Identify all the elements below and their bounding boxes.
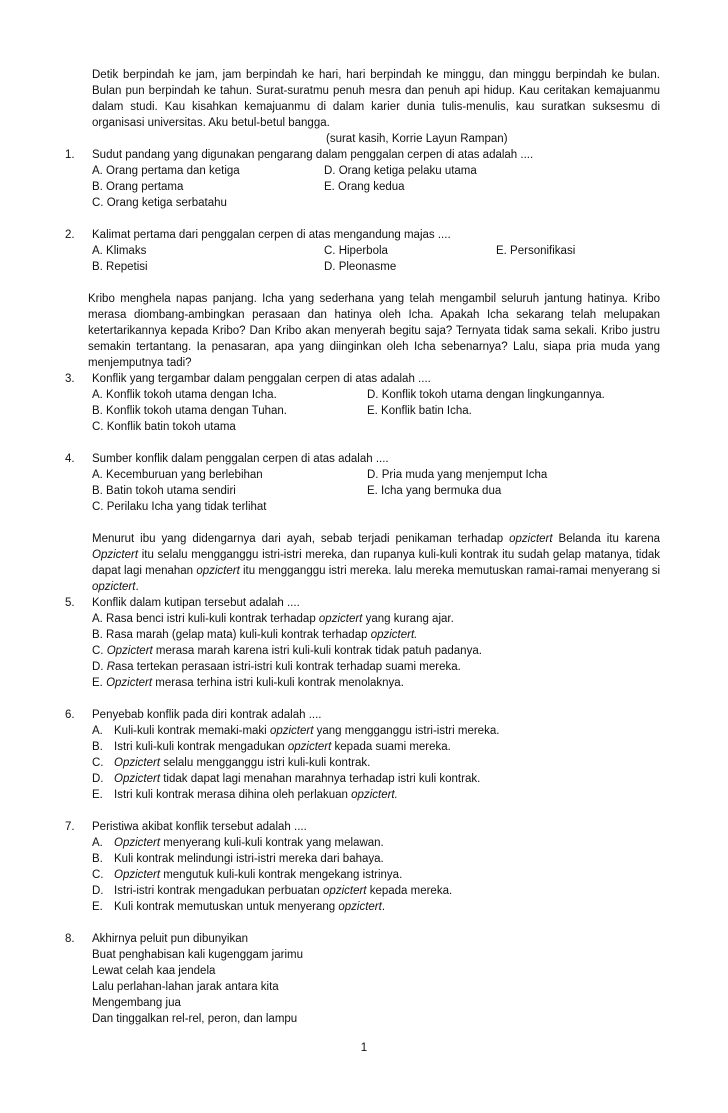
passage-3-text: . bbox=[135, 581, 139, 593]
question-number: 1. bbox=[65, 149, 75, 161]
option-text: C. bbox=[92, 645, 107, 657]
option-d: D. Pria muda yang menjemput Icha bbox=[367, 469, 548, 481]
option-text: merasa marah karena istri kuli-kuli kontrak tidak patuh padanya. bbox=[152, 645, 482, 657]
option-b-label: B. bbox=[92, 853, 103, 865]
option-italic: Opzictert bbox=[114, 837, 161, 849]
question-number: 8. bbox=[65, 933, 75, 945]
option-italic: opzictert bbox=[287, 741, 332, 753]
option-text: selalu mengganggu istri kuli-kuli kontrak. bbox=[160, 757, 371, 769]
option-text: Istri-istri kontrak mengadukan perbuatan bbox=[114, 885, 324, 897]
option-c: C. Perilaku Icha yang tidak terlihat bbox=[92, 501, 267, 513]
option-text: . bbox=[381, 901, 386, 913]
option-e: E. Personifikasi bbox=[496, 245, 576, 257]
option-d bbox=[92, 659, 461, 675]
option-e bbox=[114, 899, 385, 915]
passage-3-italic: opzictert bbox=[92, 581, 136, 593]
option-b: Kuli kontrak melindungi istri-istri mereka dari bahaya. bbox=[114, 853, 384, 865]
option-text: mengutuk kuli-kuli kontrak mengekang istrinya. bbox=[160, 869, 403, 881]
option-d: D. Pleonasme bbox=[324, 261, 397, 273]
passage-3-italic: opzictert bbox=[196, 565, 240, 577]
option-e-label: E. bbox=[92, 789, 103, 801]
option-text: tidak dapat lagi menahan marahnya terhadap istri kuli kontrak. bbox=[160, 773, 481, 785]
option-d-label: D. bbox=[92, 885, 104, 897]
option-text: menyerang kuli-kuli kontrak yang melawan. bbox=[160, 837, 384, 849]
option-text: Kuli-kuli kontrak memaki-maki bbox=[114, 725, 270, 737]
option-italic: Opzictert bbox=[106, 677, 153, 689]
option-italic: Opzictert bbox=[114, 869, 161, 881]
option-b: B. Orang pertama bbox=[92, 181, 184, 193]
option-d bbox=[114, 771, 480, 787]
option-e: E. Icha yang bermuka dua bbox=[367, 485, 502, 497]
option-text: D. bbox=[92, 661, 107, 673]
option-text: E. bbox=[92, 677, 107, 689]
option-c bbox=[114, 755, 370, 771]
option-text: B. Rasa marah (gelap mata) kuli-kuli kontrak terhadap bbox=[92, 629, 371, 641]
option-b-label: B. bbox=[92, 741, 103, 753]
option-d-label: D. bbox=[92, 773, 104, 785]
option-italic: opzictert bbox=[318, 613, 363, 625]
option-text: yang mengganggu istri-istri mereka. bbox=[313, 725, 500, 737]
option-text: merasa terhina istri kuli-kuli kontrak menolaknya. bbox=[152, 677, 404, 689]
option-a bbox=[114, 723, 499, 739]
option-c: C. Orang ketiga serbatahu bbox=[92, 197, 227, 209]
option-c: C. Hiperbola bbox=[324, 245, 388, 257]
option-d: D. Orang ketiga pelaku utama bbox=[324, 165, 477, 177]
option-text: Istri kuli-kuli kontrak mengadukan bbox=[114, 741, 288, 753]
option-italic: opzictert bbox=[338, 901, 382, 913]
poem-line: Buat penghabisan kali kugenggam jarimu bbox=[92, 949, 303, 961]
option-e: E. Konflik batin Icha. bbox=[367, 405, 472, 417]
poem-line: Dan tinggalkan rel-rel, peron, dan lampu bbox=[92, 1013, 298, 1025]
question-number: 4. bbox=[65, 453, 75, 465]
option-b: B. Konflik tokoh utama dengan Tuhan. bbox=[92, 405, 287, 417]
passage-3-italic: Opzictert bbox=[92, 549, 139, 561]
option-a: A. Kecemburuan yang berlebihan bbox=[92, 469, 263, 481]
passage-3-text: Menurut ibu yang didengarnya dari ayah, sebab terjadi penikaman terhadap bbox=[92, 533, 510, 545]
passage-2: Kribo menghela napas panjang. Icha yang sederhana yang telah mengambil seluruh jantung hatinya. Kribo merasa diombang-ambingkan perasaan dan hatinya oleh Icha. Apakah Icha sekarang telah melupakan ketertarikannya kepada Kribo? Dan Kribo akan menyerah begitu saja? Ternyata tidak sama sekali. Kribo justru semakin tertantang. Ia penasaran, apa yang diinginkan oleh Icha sebenarnya? Lalu, siapa pria muda yang menjemputnya tadi? bbox=[88, 293, 660, 369]
passage-3-italic: opzictert bbox=[509, 533, 553, 545]
option-a-label: A. bbox=[92, 725, 103, 737]
option-a bbox=[92, 611, 454, 627]
option-c-label: C. bbox=[92, 757, 104, 769]
option-b: B. Batin tokoh utama sendiri bbox=[92, 485, 236, 497]
option-text: A. Rasa benci istri kuli-kuli kontrak terhadap bbox=[92, 613, 319, 625]
option-e: E. Orang kedua bbox=[324, 181, 405, 193]
question-text: Peristiwa akibat konflik tersebut adalah .... bbox=[92, 821, 307, 833]
option-b: B. Repetisi bbox=[92, 261, 148, 273]
option-text: yang kurang ajar. bbox=[362, 613, 454, 625]
option-a-label: A. bbox=[92, 837, 103, 849]
option-italic: Opzictert bbox=[114, 757, 161, 769]
poem-line: Lalu perlahan-lahan jarak antara kita bbox=[92, 981, 279, 993]
question-text: Penyebab konflik pada diri kontrak adalah .... bbox=[92, 709, 322, 721]
option-text: asa tertekan perasaan istri-istri kuli kontrak terhadap suami mereka. bbox=[115, 661, 461, 673]
option-italic: Opzictert bbox=[114, 773, 161, 785]
passage-3-text: itu mengganggu istri mereka. lalu mereka memutuskan ramai-ramai menyerang si bbox=[239, 565, 660, 577]
option-b bbox=[92, 627, 417, 643]
option-d: D. Konflik tokoh utama dengan lingkungannya. bbox=[367, 389, 605, 401]
option-italic: opzictert bbox=[323, 885, 367, 897]
option-c bbox=[114, 867, 402, 883]
question-number: 5. bbox=[65, 597, 75, 609]
question-text: Konflik yang tergambar dalam penggalan cerpen di atas adalah .... bbox=[92, 373, 431, 385]
option-c-label: C. bbox=[92, 869, 104, 881]
option-italic: opzictert bbox=[269, 725, 314, 737]
option-italic: Opzictert bbox=[106, 645, 153, 657]
option-a bbox=[114, 835, 384, 851]
option-text: kepada suami mereka. bbox=[331, 741, 451, 753]
option-italic: opzictert. bbox=[370, 629, 418, 641]
question-text: Kalimat pertama dari penggalan cerpen di atas mengandung majas .... bbox=[92, 229, 451, 241]
option-a: A. Klimaks bbox=[92, 245, 147, 257]
question-number: 6. bbox=[65, 709, 75, 721]
option-c bbox=[92, 643, 482, 659]
option-text: Kuli kontrak memutuskan untuk menyerang bbox=[114, 901, 339, 913]
option-d bbox=[114, 883, 452, 899]
option-a: A. Orang pertama dan ketiga bbox=[92, 165, 240, 177]
option-text: Istri kuli kontrak merasa dihina oleh perlakuan bbox=[114, 789, 352, 801]
passage-1: Detik berpindah ke jam, jam berpindah ke hari, hari berpindah ke minggu, dan minggu berpindah ke bulan. Bulan pun berpindah ke tahun. Surat-suratmu penuh mesra dan penuh api hidup. Kau ceritakan kemajuanmu dalam studi. Kau kisahkan kemajuanmu di dalam karier dunia tulis-menulis, kau suratkan suksesmu di organisasi universitas. Aku betul-betul bangga. bbox=[92, 69, 660, 129]
question-text: Sudut pandang yang digunakan pengarang dalam penggalan cerpen di atas adalah .... bbox=[92, 149, 534, 161]
question-number: 2. bbox=[65, 229, 75, 241]
poem-line: Akhirnya peluit pun dibunyikan bbox=[92, 933, 248, 945]
poem-line: Mengembang jua bbox=[92, 997, 181, 1009]
passage-3 bbox=[92, 531, 660, 595]
option-a: A. Konflik tokoh utama dengan Icha. bbox=[92, 389, 277, 401]
poem-line: Lewat celah kaa jendela bbox=[92, 965, 216, 977]
option-b bbox=[114, 739, 451, 755]
page-number: 1 bbox=[360, 1042, 368, 1054]
passage-1-source: (surat kasih, Korrie Layun Rampan) bbox=[326, 133, 508, 145]
option-italic: R bbox=[106, 661, 116, 673]
question-text: Sumber konflik dalam penggalan cerpen di atas adalah .... bbox=[92, 453, 389, 465]
passage-3-text: itu selalu mengganggu istri-istri mereka, dan rupanya kuli-kuli kontrak itu sudah gelap matanya, tidak dapat lagi menahan bbox=[92, 549, 660, 577]
option-text: kepada mereka. bbox=[366, 885, 453, 897]
passage-3-text: Belanda itu karena bbox=[552, 533, 661, 545]
question-text: Konflik dalam kutipan tersebut adalah .... bbox=[92, 597, 300, 609]
question-number: 7. bbox=[65, 821, 75, 833]
option-e bbox=[92, 675, 404, 691]
question-number: 3. bbox=[65, 373, 75, 385]
option-italic: opzictert. bbox=[351, 789, 398, 801]
option-e bbox=[114, 787, 398, 803]
option-e-label: E. bbox=[92, 901, 103, 913]
option-c: C. Konflik batin tokoh utama bbox=[92, 421, 236, 433]
